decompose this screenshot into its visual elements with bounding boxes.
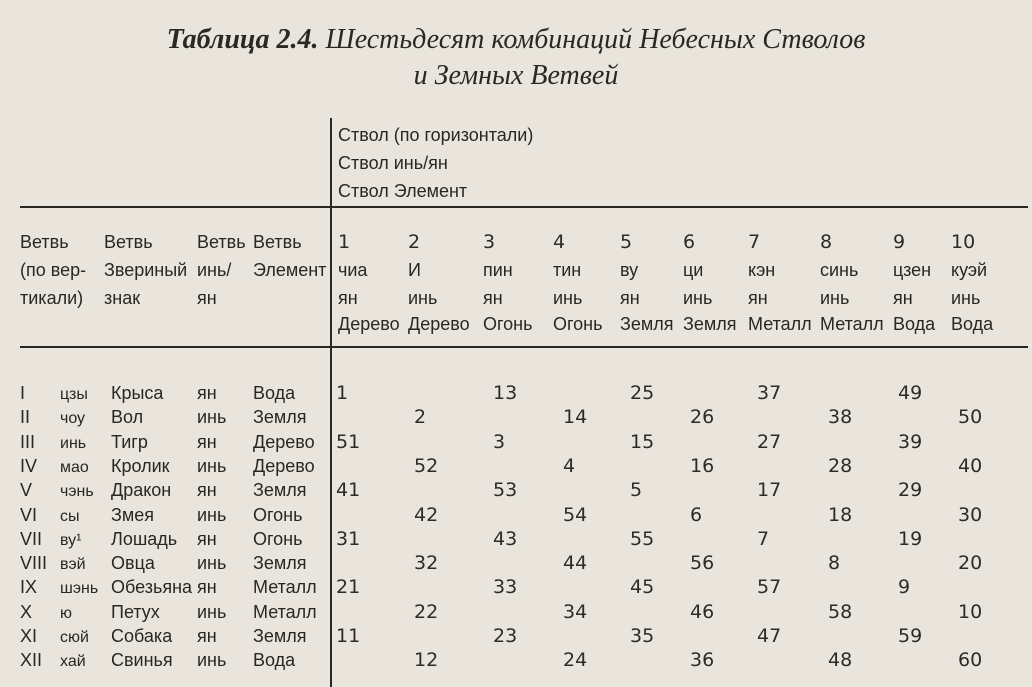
row-yinyang: ян	[197, 577, 217, 597]
table-title-line-1: Таблица 2.4. Шестьдесят комбинаций Небесных Стволов	[166, 24, 866, 55]
combination-number: 3	[493, 431, 506, 453]
row-element: Металл	[253, 602, 317, 622]
combination-number: 58	[828, 601, 853, 623]
combination-number: 56	[690, 552, 715, 574]
combination-number: 44	[563, 552, 588, 574]
branch-header-col1: (по вер-	[20, 260, 87, 280]
stem-name: синь	[820, 260, 859, 280]
row-yinyang: инь	[197, 553, 227, 573]
row-roman-numeral: X	[20, 602, 33, 622]
combination-number: 17	[757, 479, 782, 501]
stem-header-line: Ствол инь/ян	[338, 153, 448, 173]
header-divider-bottom	[20, 346, 1028, 348]
combination-number: 46	[690, 601, 715, 623]
stem-element: Вода	[951, 314, 994, 334]
table-title-line-2: и Земных Ветвей	[413, 60, 619, 91]
combination-number: 10	[958, 601, 983, 623]
row-yinyang: инь	[197, 407, 227, 427]
combination-number: 59	[898, 625, 923, 647]
branch-header-col3: инь/	[197, 260, 232, 280]
stem-yinyang: ян	[893, 288, 913, 308]
row-element: Вода	[253, 650, 296, 670]
combination-number: 23	[493, 625, 518, 647]
stem-number: 5	[620, 231, 633, 253]
row-animal: Кролик	[111, 456, 170, 476]
stem-number: 1	[338, 231, 351, 253]
combination-number: 60	[958, 649, 983, 671]
row-animal: Свинья	[111, 650, 173, 670]
row-element: Металл	[253, 577, 317, 597]
row-roman-numeral: VI	[20, 505, 38, 525]
branch-header-col2: Ветвь	[104, 232, 153, 252]
combination-number: 18	[828, 504, 853, 526]
row-branch-name: мао	[60, 459, 89, 476]
combination-number: 38	[828, 406, 853, 428]
combination-number: 47	[757, 625, 782, 647]
row-branch-name: чоу	[60, 410, 86, 427]
combination-number: 24	[563, 649, 588, 671]
stem-element: Металл	[748, 314, 812, 334]
combination-number: 11	[336, 625, 361, 647]
stem-number: 9	[893, 231, 906, 253]
stem-name: тин	[553, 260, 582, 280]
row-branch-name: ю	[60, 605, 72, 622]
stem-number: 6	[683, 231, 696, 253]
combination-number: 48	[828, 649, 853, 671]
row-yinyang: ян	[197, 480, 217, 500]
combination-number: 21	[336, 576, 361, 598]
row-branch-name: сюй	[60, 629, 89, 646]
branch-header-col1: Ветвь	[20, 232, 69, 252]
combination-number: 39	[898, 431, 923, 453]
combination-number: 49	[898, 382, 923, 404]
combination-number: 19	[898, 528, 923, 550]
combination-number: 35	[630, 625, 655, 647]
stem-header-line: Ствол (по горизонтали)	[338, 125, 534, 145]
combination-number: 2	[414, 406, 427, 428]
stem-number: 10	[951, 231, 976, 253]
stem-name: цзен	[893, 260, 932, 280]
stem-number: 4	[553, 231, 566, 253]
stem-header-line: Ствол Элемент	[338, 181, 468, 201]
row-roman-numeral: XI	[20, 626, 38, 646]
stem-number: 2	[408, 231, 421, 253]
combination-number: 34	[563, 601, 588, 623]
combination-number: 54	[563, 504, 588, 526]
branch-header-col4: Ветвь	[253, 232, 302, 252]
combination-number: 55	[630, 528, 655, 550]
stem-yinyang: инь	[683, 288, 713, 308]
combination-number: 43	[493, 528, 518, 550]
row-animal: Обезьяна	[111, 577, 193, 597]
stem-number: 8	[820, 231, 833, 253]
stem-element: Земля	[683, 314, 737, 334]
combination-number: 25	[630, 382, 655, 404]
combination-number: 50	[958, 406, 983, 428]
row-animal: Вол	[111, 407, 144, 427]
row-branch-name: сы	[60, 508, 80, 525]
header-divider-top	[20, 206, 1028, 208]
row-roman-numeral: III	[20, 432, 36, 452]
row-yinyang: инь	[197, 505, 227, 525]
row-element: Вода	[253, 383, 296, 403]
row-yinyang: инь	[197, 602, 227, 622]
combination-number: 36	[690, 649, 715, 671]
row-branch-name: цзы	[60, 386, 88, 403]
stem-yinyang: инь	[553, 288, 583, 308]
stem-number: 7	[748, 231, 761, 253]
row-yinyang: инь	[197, 456, 227, 476]
row-animal: Тигр	[111, 432, 148, 452]
row-roman-numeral: V	[20, 480, 33, 500]
row-animal: Дракон	[111, 480, 172, 500]
branch-header-col1: тикали)	[20, 288, 84, 308]
row-element: Земля	[253, 626, 307, 646]
combination-number: 1	[336, 382, 349, 404]
combination-number: 41	[336, 479, 361, 501]
combination-number: 29	[898, 479, 923, 501]
combination-number: 14	[563, 406, 588, 428]
combination-number: 45	[630, 576, 655, 598]
stem-yinyang: ян	[620, 288, 640, 308]
stem-element: Земля	[620, 314, 674, 334]
branch-header-col4: Элемент	[253, 260, 327, 280]
row-animal: Овца	[111, 553, 155, 573]
row-roman-numeral: II	[20, 407, 31, 427]
branch-header-col3: ян	[197, 288, 217, 308]
row-branch-name: ву¹	[60, 532, 82, 549]
combination-number: 4	[563, 455, 576, 477]
combination-number: 22	[414, 601, 439, 623]
stem-element: Металл	[820, 314, 884, 334]
row-element: Земля	[253, 407, 307, 427]
combination-number: 8	[828, 552, 841, 574]
stem-name: кэн	[748, 260, 776, 280]
stem-element: Огонь	[483, 314, 533, 334]
row-element: Дерево	[253, 432, 315, 452]
column-divider	[330, 118, 332, 687]
row-element: Дерево	[253, 456, 315, 476]
stem-yinyang: инь	[951, 288, 981, 308]
row-branch-name: вэй	[60, 556, 86, 573]
combination-number: 42	[414, 504, 439, 526]
combination-number: 6	[690, 504, 703, 526]
stem-element: Огонь	[553, 314, 603, 334]
row-roman-numeral: XII	[20, 650, 43, 670]
combination-number: 5	[630, 479, 643, 501]
stem-name: ци	[683, 260, 704, 280]
combination-number: 28	[828, 455, 853, 477]
row-animal: Петух	[111, 602, 160, 622]
row-yinyang: инь	[197, 650, 227, 670]
combination-number: 9	[898, 576, 911, 598]
combination-number: 26	[690, 406, 715, 428]
row-roman-numeral: I	[20, 383, 26, 403]
stem-yinyang: инь	[820, 288, 850, 308]
row-yinyang: ян	[197, 529, 217, 549]
combination-number: 31	[336, 528, 361, 550]
row-roman-numeral: VIII	[20, 553, 48, 573]
combination-number: 12	[414, 649, 439, 671]
combination-number: 13	[493, 382, 518, 404]
row-roman-numeral: IX	[20, 577, 38, 597]
row-animal: Змея	[111, 505, 155, 525]
stem-name: пин	[483, 260, 513, 280]
combination-number: 33	[493, 576, 518, 598]
branch-header-col3: Ветвь	[197, 232, 246, 252]
combination-number: 27	[757, 431, 782, 453]
stem-yinyang: ян	[338, 288, 358, 308]
combination-number: 7	[757, 528, 770, 550]
combination-number: 32	[414, 552, 439, 574]
row-element: Земля	[253, 480, 307, 500]
row-branch-name: хай	[60, 653, 86, 670]
stem-yinyang: инь	[408, 288, 438, 308]
row-animal: Крыса	[111, 383, 164, 403]
combination-number: 20	[958, 552, 983, 574]
combination-number: 51	[336, 431, 361, 453]
combination-number: 37	[757, 382, 782, 404]
stem-element: Дерево	[338, 314, 400, 334]
combination-number: 40	[958, 455, 983, 477]
combination-number: 57	[757, 576, 782, 598]
row-yinyang: ян	[197, 383, 217, 403]
row-element: Огонь	[253, 505, 303, 525]
stem-yinyang: ян	[483, 288, 503, 308]
row-branch-name: шэнь	[60, 580, 99, 597]
stem-name: И	[408, 260, 421, 280]
row-element: Огонь	[253, 529, 303, 549]
stem-name: ву	[620, 260, 639, 280]
combination-number: 53	[493, 479, 518, 501]
combination-number: 15	[630, 431, 655, 453]
row-element: Земля	[253, 553, 307, 573]
stem-number: 3	[483, 231, 496, 253]
row-animal: Собака	[111, 626, 173, 646]
row-branch-name: инь	[60, 435, 87, 452]
combination-number: 52	[414, 455, 439, 477]
combination-number: 30	[958, 504, 983, 526]
combination-number: 16	[690, 455, 715, 477]
row-roman-numeral: VII	[20, 529, 43, 549]
row-yinyang: ян	[197, 432, 217, 452]
branch-header-col2: Звериный	[104, 260, 188, 280]
stem-name: чиа	[338, 260, 368, 280]
stem-element: Дерево	[408, 314, 470, 334]
row-animal: Лошадь	[111, 529, 178, 549]
row-branch-name: чэнь	[60, 483, 94, 500]
row-roman-numeral: IV	[20, 456, 38, 476]
row-yinyang: ян	[197, 626, 217, 646]
stem-name: куэй	[951, 260, 988, 280]
stem-yinyang: ян	[748, 288, 768, 308]
stem-element: Вода	[893, 314, 936, 334]
branch-header-col2: знак	[104, 288, 141, 308]
